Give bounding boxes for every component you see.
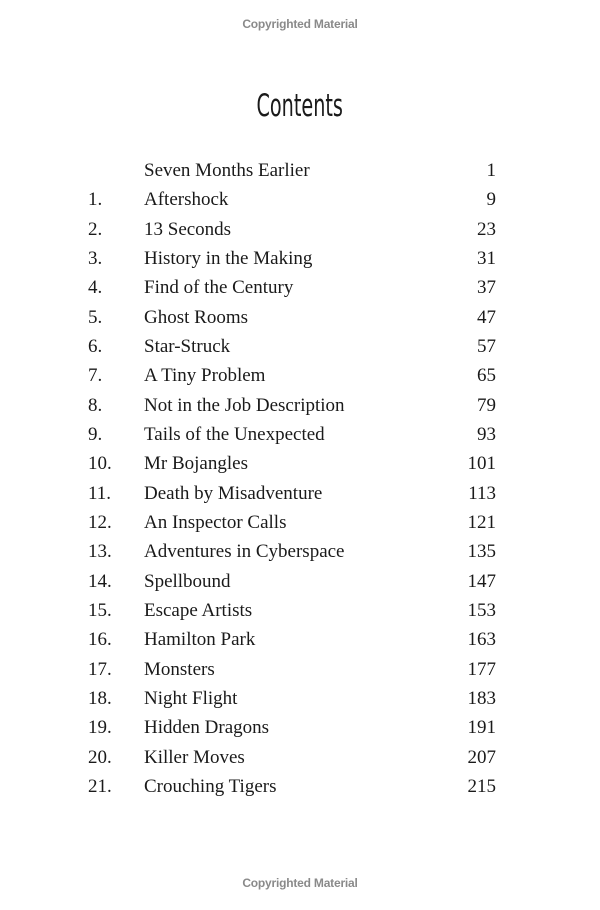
chapter-number: 13.	[88, 541, 112, 563]
chapter-title: Mr Bojangles	[144, 453, 248, 475]
page-title	[0, 88, 600, 124]
chapter-number: 5.	[88, 306, 103, 328]
chapter-number: 7.	[88, 365, 103, 387]
page-number: 147	[467, 570, 496, 592]
page-number: 113	[468, 482, 496, 504]
copyright-watermark-top: Copyrighted Material	[242, 17, 358, 31]
chapter-title: Tails of the Unexpected	[144, 423, 325, 445]
chapter-title: Crouching Tigers	[144, 775, 277, 797]
page-number: 1	[486, 160, 496, 181]
page-number: 215	[467, 775, 496, 797]
toc-entry	[0, 451, 600, 480]
table-of-contents	[0, 158, 600, 803]
page-number: 79	[477, 394, 496, 416]
chapter-title: Escape Artists	[144, 599, 253, 621]
page-number: 183	[467, 687, 496, 709]
chapter-number: 1.	[88, 189, 103, 211]
toc-entry	[0, 305, 600, 334]
page-number: 177	[467, 658, 496, 680]
chapter-title: Aftershock	[144, 189, 229, 211]
page-number: 57	[477, 335, 496, 357]
chapter-number: 20.	[88, 746, 112, 768]
page-number: 23	[477, 218, 496, 240]
chapter-number: 6.	[88, 335, 103, 357]
chapter-title: Death by Misadventure	[144, 482, 323, 504]
toc-entry	[0, 745, 600, 774]
chapter-title: Hamilton Park	[144, 629, 256, 651]
toc-entry	[0, 657, 600, 686]
chapter-number: 14.	[88, 570, 112, 592]
toc-entry	[0, 774, 600, 803]
chapter-number: 18.	[88, 687, 112, 709]
toc-entry	[0, 275, 600, 304]
toc-entry	[0, 686, 600, 715]
chapter-number: 4.	[88, 277, 103, 299]
toc-entry	[0, 569, 600, 598]
chapter-title: Ghost Rooms	[144, 306, 248, 328]
chapter-number: 3.	[88, 247, 103, 269]
toc-entry	[0, 422, 600, 451]
chapter-title: Killer Moves	[144, 746, 245, 768]
toc-entry	[0, 481, 600, 510]
toc-entry	[0, 393, 600, 422]
page-number: 191	[467, 717, 496, 739]
chapter-number: 15.	[88, 599, 112, 621]
page-number: 37	[477, 277, 496, 299]
chapter-number: 10.	[88, 453, 112, 475]
toc-entry	[0, 627, 600, 656]
page-number: 93	[477, 423, 496, 445]
chapter-title: Find of the Century	[144, 277, 294, 299]
chapter-title: Seven Months Earlier	[144, 160, 310, 181]
chapter-number: 19.	[88, 717, 112, 739]
chapter-title: Monsters	[144, 658, 215, 680]
toc-entry	[0, 363, 600, 392]
toc-entry	[0, 598, 600, 627]
chapter-title: Star-Struck	[144, 335, 231, 357]
chapter-title: Adventures in Cyberspace	[144, 541, 345, 563]
chapter-number: 16.	[88, 629, 112, 651]
chapter-title: 13 Seconds	[144, 218, 232, 240]
chapter-number: 8.	[88, 394, 103, 416]
chapter-number: 9.	[88, 423, 103, 445]
chapter-title: Not in the Job Description	[144, 394, 345, 416]
page-number: 65	[477, 365, 496, 387]
page-number: 9	[486, 189, 496, 211]
page-number: 153	[467, 599, 496, 621]
toc-entry	[0, 246, 600, 275]
chapter-number: 11.	[88, 482, 112, 504]
page-number: 207	[467, 746, 496, 768]
chapter-number: 21.	[88, 775, 112, 797]
toc-entry	[0, 539, 600, 568]
chapter-title: An Inspector Calls	[144, 511, 287, 533]
toc-entry	[0, 158, 600, 187]
page-title-text: Contents	[256, 88, 344, 124]
page-number: 31	[477, 247, 496, 269]
chapter-number: 17.	[88, 658, 112, 680]
toc-entry	[0, 187, 600, 216]
chapter-number: 12.	[88, 511, 112, 533]
page-number: 121	[467, 511, 496, 533]
chapter-title: History in the Making	[144, 247, 313, 269]
toc-entry	[0, 217, 600, 246]
chapter-title: Hidden Dragons	[144, 717, 270, 739]
chapter-title: A Tiny Problem	[144, 365, 266, 387]
page-number: 163	[467, 629, 496, 651]
chapter-title: Spellbound	[144, 570, 231, 592]
page-number: 47	[477, 306, 496, 328]
toc-entry	[0, 715, 600, 744]
page-number: 101	[467, 453, 496, 475]
chapter-number: 2.	[88, 218, 103, 240]
toc-entry	[0, 334, 600, 363]
toc-entry	[0, 510, 600, 539]
chapter-title: Night Flight	[144, 687, 238, 709]
copyright-watermark-bottom: Copyrighted Material	[242, 876, 358, 890]
page-number: 135	[467, 541, 496, 563]
